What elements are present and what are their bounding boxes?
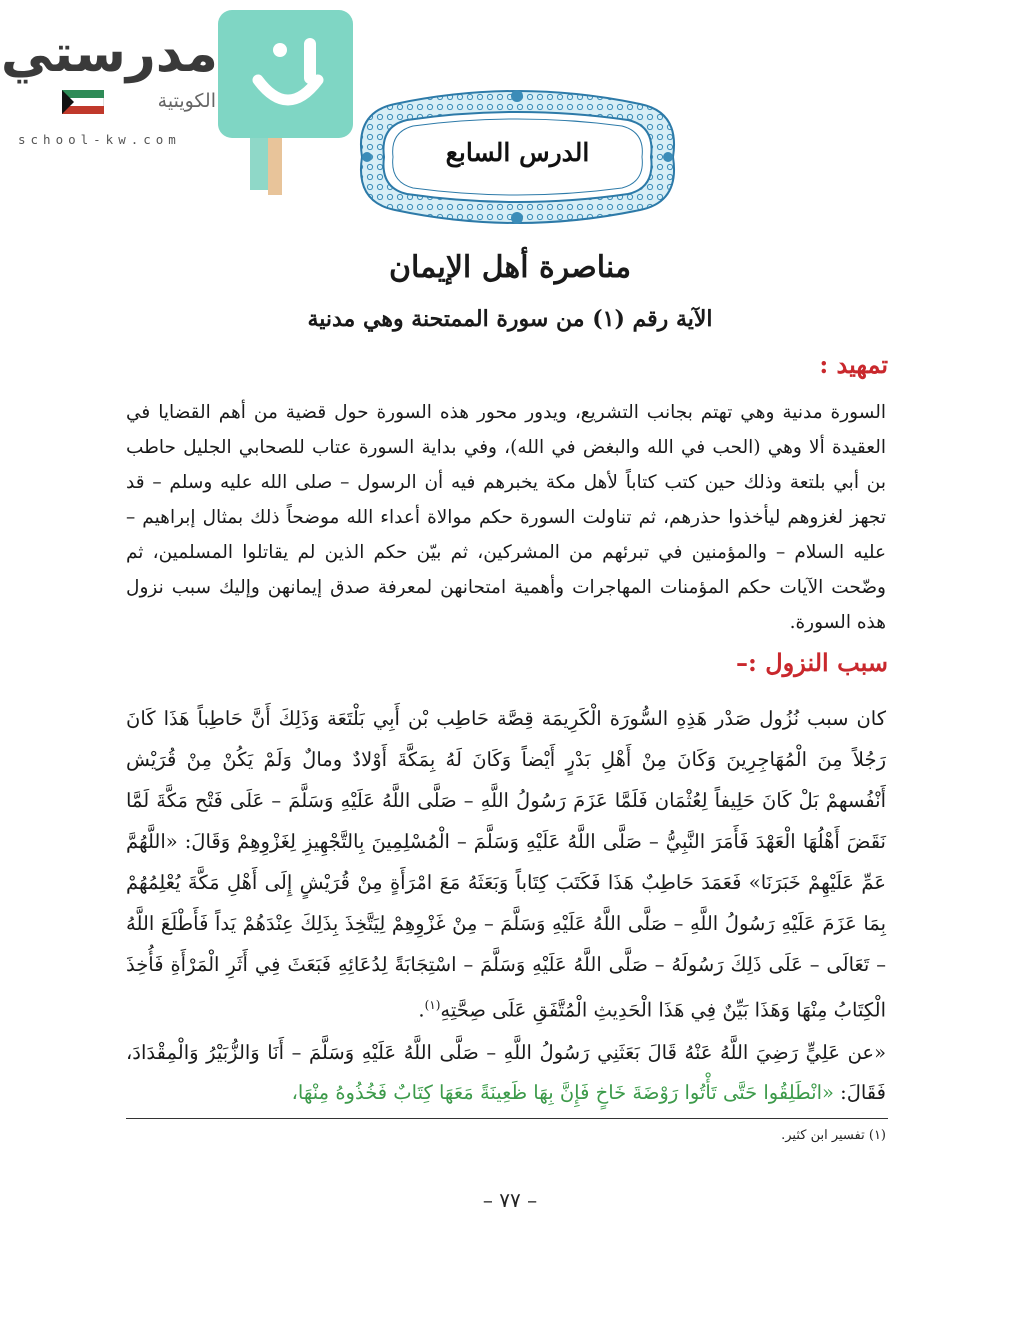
kuwait-flag-icon bbox=[62, 90, 104, 114]
site-logo bbox=[0, 10, 355, 190]
intro-paragraph: السورة مدنية وهي تهتم بجانب التشريع، ويدور محور هذه السورة حول قضية من أهم القضايا في العقيدة ألا وهي (الحب في الله والبغض في الله)، وفي بداية السورة عتاب للصحابي الجليل حاطب بن أبي بلتعة وذلك حين كتب كتاباً لأهل مكة يخبرهم فيه أن الرسول – صلى الله عليه وسلم – قد تجهز لغزوهم ليأخذوا حذرهم، ثم تناولت السورة حكم موالاة أعداء الله موضحاً ذلك بمثال إبراهيم – عليه السلام – والمؤمنين في تبرئهم من المشركين، ثم بيّن حكم الذين لم يقاتلوا المسلمين، ثم وضّحت الآيات حكم المؤمنات المهاجرات وأهمية امتحانهن لمعرفة صدق إيمانهن وإليك سبب نزول هذه السورة. bbox=[126, 402, 886, 633]
hadith-text: «عن عَلِيٍّ رَضِيَ اللَّهُ عَنْهُ قَالَ بَعَثَنِي رَسُولُ اللَّهِ – صَلَّى اللَّهُ عَلَيْهِ وَسَلَّمَ – أَنَا وَالزُّبَيْرُ وَالْمِقْدَادَ، فَقَالَ: bbox=[126, 1041, 886, 1104]
logo-url: school-kw.com bbox=[18, 132, 181, 147]
reason-heading: سبب النزول :– bbox=[736, 648, 888, 677]
lesson-label: الدرس السابع bbox=[445, 138, 590, 167]
page-title: مناصرة أهل الإيمان bbox=[388, 250, 632, 285]
footnote-marker: (١) bbox=[424, 998, 441, 1012]
reason-paragraph bbox=[126, 698, 886, 1031]
page-subtitle: الآية رقم (١) من سورة الممتحنة وهي مدنية bbox=[307, 306, 713, 332]
hadith-quote: «انْطَلِقُوا حَتَّى تَأْتُوا رَوْضَةَ خَاخٍ فَإِنَّ بِهَا ظَعِينَةً مَعَهَا كِتَابٌ فَخُذُوهُ مِنْهَا، bbox=[291, 1081, 834, 1104]
logo-name: مدرستي bbox=[0, 24, 218, 84]
reason-text: كان سبب نُزُول صَدْر هَذِهِ السُّورَة الْكَرِيمَة قِصَّة حَاطِب بْن أَبِي بَلْتَعَة وَذَلِكَ أَنَّ حَاطِباً هَذَا كَانَ رَجُلاً مِنَ الْمُهَاجِرِينَ وَكَانَ مِنْ أَهْلِ بَدْرٍ أَيْضاً وَكَانَ لَهُ بِمَكَّةَ أَوْلادٌ ومالٌ وَلَمْ يَكُنْ مِنْ قُرَيْش أَنْفُسهمْ بَلْ كَانَ حَلِيفاً لِعُثْمَان فَلَمَّا عَزَمَ رَسُولُ اللَّهِ – صَلَّى اللَّهُ عَلَيْهِ وَسَلَّمَ – عَلَى فَتْح مَكَّةَ لَمَّا نَقَضَ أَهْلُهَا الْعَهْدَ فَأَمَرَ النَّبِيُّ – صَلَّى اللَّهُ عَلَيْهِ وَسَلَّمَ – الْمُسْلِمِينَ بِالتَّجْهِيزِ لِغَزْوِهِمْ وَقَالَ: «اللَّهُمَّ عَمِّ عَلَيْهِمْ خَبَرَنَا» فَعَمَدَ حَاطِبٌ هَذَا فَكَتَبَ كِتَاباً وَبَعَثَهُ مَعَ امْرَأَةٍ مِنْ قُرَيْشٍ إِلَى أَهْلِ مَكَّةَ يُعْلِمُهُمْ بِمَا عَزَمَ عَلَيْهِ رَسُولُ اللَّهِ – صَلَّى اللَّهُ عَلَيْهِ وَسَلَّمَ – مِنْ غَزْوِهِمْ لِيَتَّخِذَ بِذَلِكَ عِنْدَهُمْ يَداً فَأَطْلَعَ اللَّهُ – تَعَالَى – عَلَى ذَلِكَ رَسُولَهُ – صَلَّى اللَّهُ عَلَيْهِ وَسَلَّمَ – اسْتِجَابَةً لِدُعَائِهِ فَبَعَثَ فِي أَثَرِ الْمَرْأَةِ فَأُخِذَ الْكِتَابُ مِنْهَا وَهَذَا بَيِّنٌ فِي هَذَا الْحَدِيثِ الْمُتَّفَقِ عَلَى صِحَّتِهِ bbox=[126, 707, 886, 1022]
reason-end: . bbox=[418, 998, 425, 1022]
footnote-divider bbox=[126, 1118, 888, 1119]
logo-subtitle: الكويتية bbox=[157, 90, 216, 112]
intro-heading: تمهيد : bbox=[819, 350, 888, 379]
footnote: (١) تفسير ابن كثير. bbox=[781, 1128, 886, 1143]
smiley-badge-icon bbox=[218, 10, 353, 138]
bookmark-ribbon-accent-icon bbox=[268, 135, 282, 195]
hadith-paragraph bbox=[126, 1033, 886, 1113]
page-number: – ٧٧ – bbox=[482, 1188, 538, 1212]
